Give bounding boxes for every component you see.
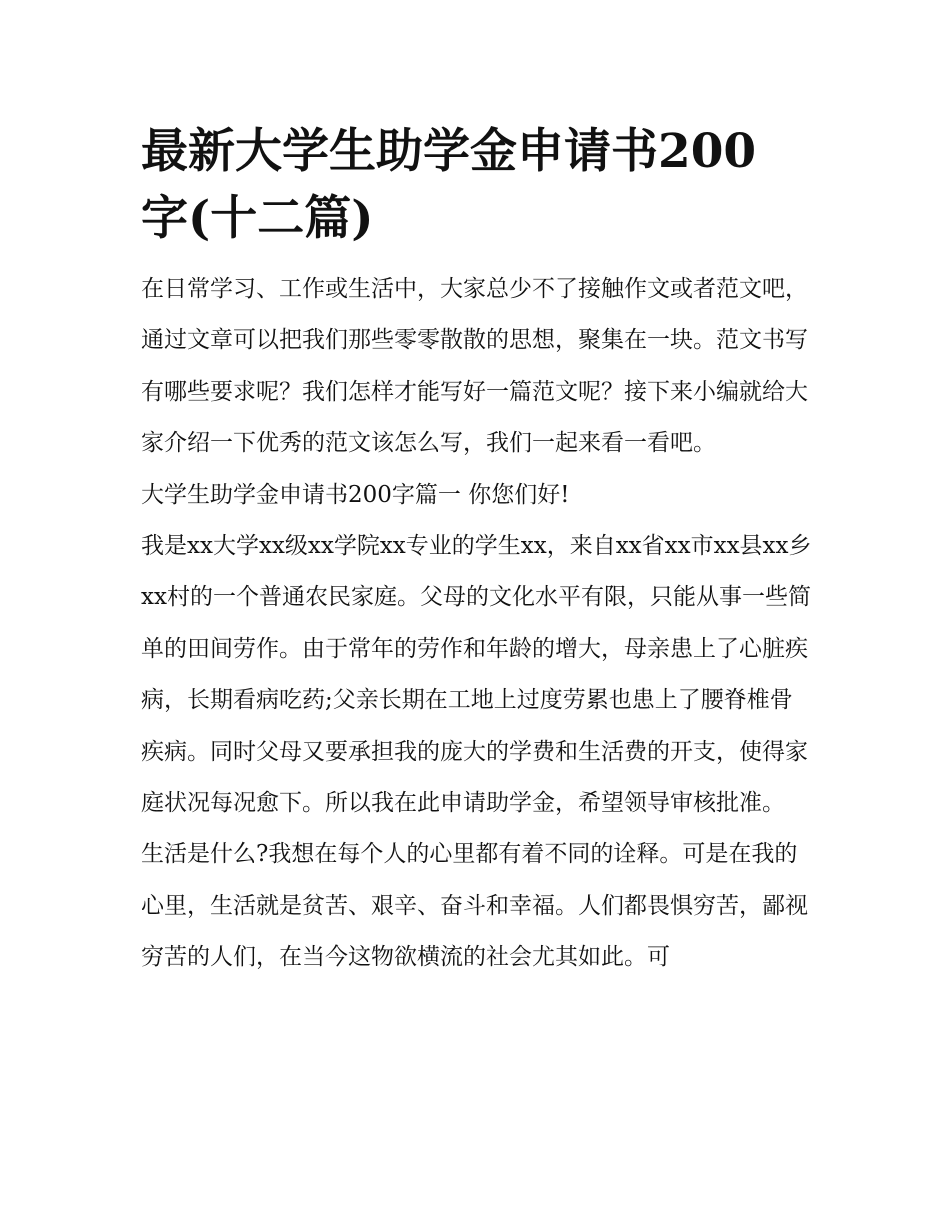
document-title <box>141 118 813 252</box>
paragraph-life: 生活是什么?我想在每个人的心里都有着不同的诠释。可是在我的心里，生活就是贫苦、艰辛、奋斗和幸福。人们都畏惧穷苦，鄙视穷苦的人们，在当今这物欲横流的社会尤其如此。可 <box>141 841 808 971</box>
paragraph-background: 我是xx大学xx级xx学院xx专业的学生xx，来自xx省xx市xx县xx乡xx村的一个普通农民家庭。父母的文化水平有限，只能从事一些简单的田间劳作。由于常年的劳作和年龄的增大，母亲患上了心脏疾病，长期看病吃药;父亲长期在工地上过度劳累也患上了腰脊椎骨疾病。同时父母又要承担我的庞大的学费和生活费的开支，使得家庭状况每况愈下。所以我在此申请助学金，希望领导审核批准。 <box>141 533 812 817</box>
title-line-2: 字(十二篇) <box>141 191 374 246</box>
paragraph-heading: 大学生助学金申请书200字篇一 你您们好! <box>141 481 570 508</box>
paragraph-intro: 在日常学习、工作或生活中，大家总少不了接触作文或者范文吧，通过文章可以把我们那些零零散散的思想，聚集在一块。范文书写有哪些要求呢？我们怎样才能写好一篇范文呢？接下来小编就给大家介绍一下优秀的范文该怎么写，我们一起来看一看吧。 <box>141 276 808 457</box>
document-content <box>141 118 813 984</box>
title-line-1: 最新大学生助学金申请书200 <box>141 124 757 179</box>
document-body <box>141 264 813 984</box>
